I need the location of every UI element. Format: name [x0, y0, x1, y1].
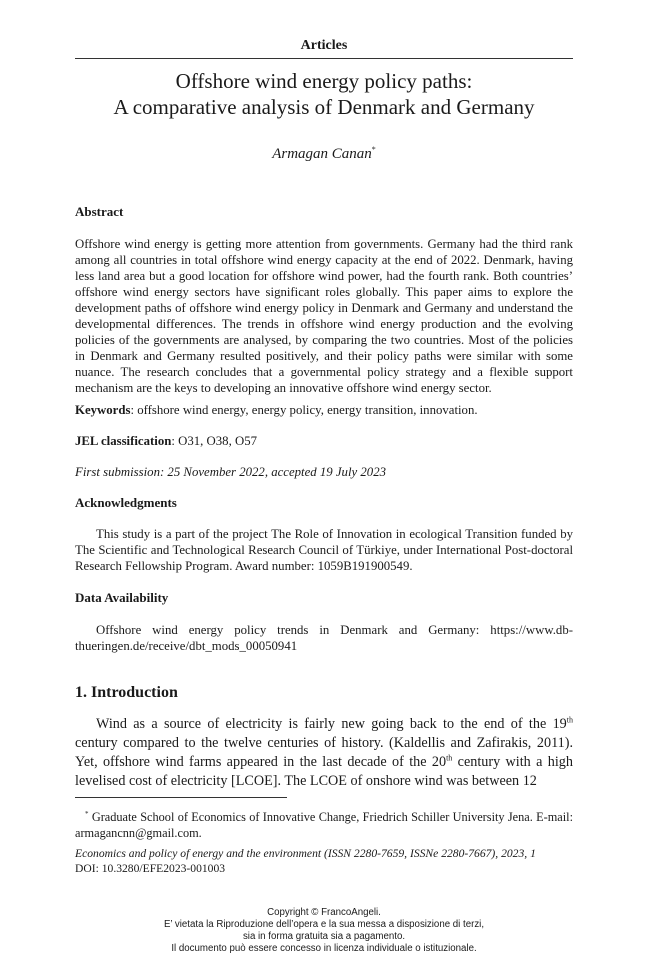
introduction-text: [75, 715, 573, 791]
footnote-mark: *: [85, 810, 89, 818]
copyright-line-2: E’ vietata la Riproduzione dell’opera e la sua messa a disposizione di terzi,: [163, 919, 485, 930]
copyright-notice: [75, 907, 573, 955]
acknowledgments-text: This study is a part of the project The Role of Innovation in ecological Transition funded by The Scientific and Technological Research Council of Türkiye, under International Post-doctoral Research Fellowship Program. Award number: 1059B191900549.: [75, 527, 573, 573]
jel-text: : O31, O38, O57: [171, 434, 258, 448]
abstract-text: Offshore wind energy is getting more attention from governments. Germany had the third rank among all countries in total offshore wind energy capacity at the end of 2022. Denmark, having less land area but a good location for offshore wind power, had the fourth rank. Both countries’ offshore wind energy sectors have significant roles globally. This paper aims to explore the development paths of offshore wind energy policy in Denmark and Germany and understand the developmental differences. The trends in offshore wind energy production and the evolving policies of the governments are analysed, by comparing the two countries. Most of the policies in Denmark and Germany resulted positively, and their policy paths were similar with some nuance. The research concludes that a governmental policy strategy and a flexible support mechanism are the keys to developing an innovative offshore wind energy sector.: [75, 237, 573, 395]
submission-dates: First submission: 25 November 2022, accepted 19 July 2023: [75, 465, 386, 479]
keywords: [75, 402, 573, 418]
author-name: Armagan Canan: [272, 146, 372, 162]
copyright-line-4: Il documento può essere concesso in licenza individuale o istituzionale.: [171, 943, 477, 954]
author-footnote: [75, 806, 573, 841]
intro-segment-1: Wind as a source of electricity is fairly new going back to the end of the 19: [96, 716, 567, 732]
section-label: Articles: [300, 38, 348, 53]
introduction-heading: 1. Introduction: [75, 684, 178, 701]
keywords-text: : offshore wind energy, energy policy, energy transition, innovation.: [130, 403, 478, 417]
keywords-label: Keywords: [75, 403, 131, 417]
intro-segment-3: century with a high levelised cost of electricity [LCOE]. The LCOE of onshore wind was between 12: [75, 754, 573, 789]
intro-segment-2: century compared to the twelve centuries of history. (Kaldellis and Zafirakis, 2011). Yet, offshore wind farms appeared in the last decade of the 20: [75, 735, 573, 770]
author-footnote-mark: *: [371, 145, 376, 154]
jel-classification: [75, 433, 573, 449]
header-rule: [75, 58, 573, 59]
footnote-text: Graduate School of Economics of Innovative Change, Friedrich Schiller University Jena. E-mail: armagancnn@gmail.com.: [75, 810, 573, 841]
doi: DOI: 10.3280/EFE2023-001003: [75, 862, 226, 875]
title-line-1: Offshore wind energy policy paths:: [175, 69, 473, 93]
intro-superscript-2: th: [446, 753, 453, 763]
journal-citation: Economics and policy of energy and the environment (ISSN 2280-7659, ISSNe 2280-7667), 2023, 1: [75, 847, 536, 860]
title-line-2: A comparative analysis of Denmark and Germany: [113, 95, 535, 119]
data-availability-text: Offshore wind energy policy trends in Denmark and Germany: https://www.db-thueringen.de/receive/dbt_mods_00050941: [75, 623, 573, 653]
intro-superscript-1: th: [566, 715, 573, 725]
article-page: [75, 0, 573, 965]
copyright-line-3: sia in forma gratuita sia a pagamento.: [242, 931, 406, 942]
data-availability-heading: Data Availability: [75, 590, 169, 605]
acknowledgments-heading: Acknowledgments: [75, 495, 177, 510]
abstract-heading: Abstract: [75, 204, 124, 219]
copyright-line-1: Copyright © FrancoAngeli.: [267, 907, 381, 918]
author: [75, 145, 573, 163]
journal-info: [75, 846, 573, 876]
footnote-rule: [75, 797, 287, 798]
jel-label: JEL classification: [75, 434, 172, 448]
article-title: [75, 68, 573, 120]
